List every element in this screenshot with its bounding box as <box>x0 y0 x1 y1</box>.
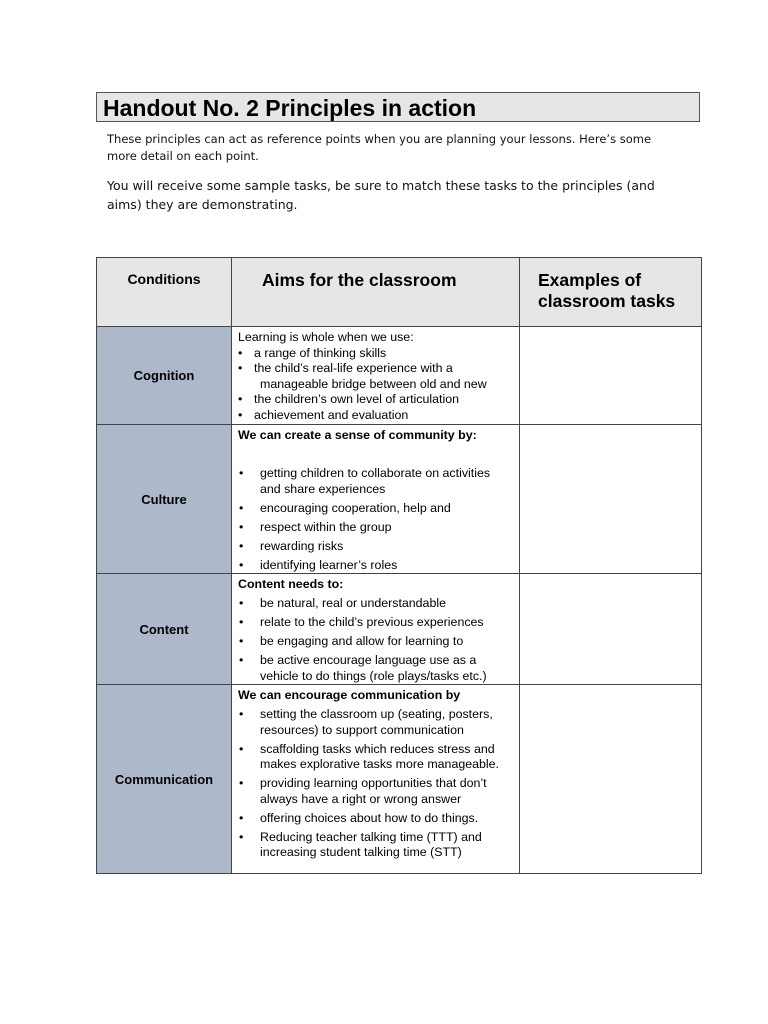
list-item: • Reducing teacher talking time (TTT) and increasing student talking time (STT) <box>238 830 513 861</box>
condition-communication: Communication <box>97 685 232 874</box>
intro-paragraph-2: You will receive some sample tasks, be sure to match these tasks to the principles (and aims) they are demonstrating. <box>107 178 655 212</box>
aims-communication <box>232 685 520 874</box>
table-header-row <box>97 258 702 327</box>
examples-cell-content <box>520 574 702 685</box>
header-examples: Examples of classroom tasks <box>520 258 702 327</box>
list-item: • encouraging cooperation, help and <box>238 501 513 517</box>
aims-culture <box>232 425 520 574</box>
list-item: • respect within the group <box>238 520 513 536</box>
principles-table <box>96 257 702 874</box>
list-item: • getting children to collaborate on activities and share experiences <box>238 466 513 497</box>
handout-title-box <box>96 92 700 122</box>
aims-lead: We can encourage communication by <box>238 688 461 702</box>
intro-paragraph-1: These principles can act as reference points when you are planning your lessons. Here’s some more detail on each point. <box>107 132 652 163</box>
aims-lead: Content needs to: <box>238 577 344 591</box>
aims-list <box>238 466 513 573</box>
examples-cell-culture <box>520 425 702 574</box>
table-row-communication <box>97 685 702 874</box>
condition-content: Content <box>97 574 232 685</box>
header-conditions: Conditions <box>97 258 232 327</box>
list-item-text: the child’s real-life experience with a <box>254 361 453 375</box>
table-row-content <box>97 574 702 685</box>
list-item: • scaffolding tasks which reduces stress and makes explorative tasks more manageable. <box>238 742 513 773</box>
list-item: • be engaging and allow for learning to <box>238 634 513 650</box>
list-item: • offering choices about how to do things. <box>238 811 513 827</box>
list-item: • be active encourage language use as a vehicle to do things (role plays/tasks etc.) <box>238 653 513 684</box>
list-item: • the children’s own level of articulation <box>238 392 513 408</box>
examples-cell-communication <box>520 685 702 874</box>
header-aims: Aims for the classroom <box>232 258 520 327</box>
page-title: Handout No. 2 Principles in action <box>103 95 477 121</box>
aims-list <box>238 346 513 424</box>
aims-lead: Learning is whole when we use: <box>238 330 414 344</box>
aims-lead: We can create a sense of community by: <box>238 428 477 442</box>
table-row-cognition <box>97 327 702 425</box>
list-item: • be natural, real or understandable <box>238 596 513 612</box>
aims-content <box>232 574 520 685</box>
list-item: • rewarding risks <box>238 539 513 555</box>
list-item: • identifying learner’s roles <box>238 558 513 574</box>
aims-list <box>238 596 513 684</box>
list-item: • providing learning opportunities that don’t always have a right or wrong answer <box>238 776 513 807</box>
aims-cognition <box>232 327 520 425</box>
list-item: • relate to the child’s previous experiences <box>238 615 513 631</box>
list-item: • achievement and evaluation <box>238 408 513 424</box>
list-item <box>238 361 513 392</box>
examples-cell-cognition <box>520 327 702 425</box>
condition-culture: Culture <box>97 425 232 574</box>
condition-cognition: Cognition <box>97 327 232 425</box>
list-item-continuation: manageable bridge between old and new <box>260 376 487 391</box>
list-item: • a range of thinking skills <box>238 346 513 362</box>
table-row-culture <box>97 425 702 574</box>
list-item: • setting the classroom up (seating, posters, resources) to support communication <box>238 707 513 738</box>
aims-list <box>238 707 513 861</box>
